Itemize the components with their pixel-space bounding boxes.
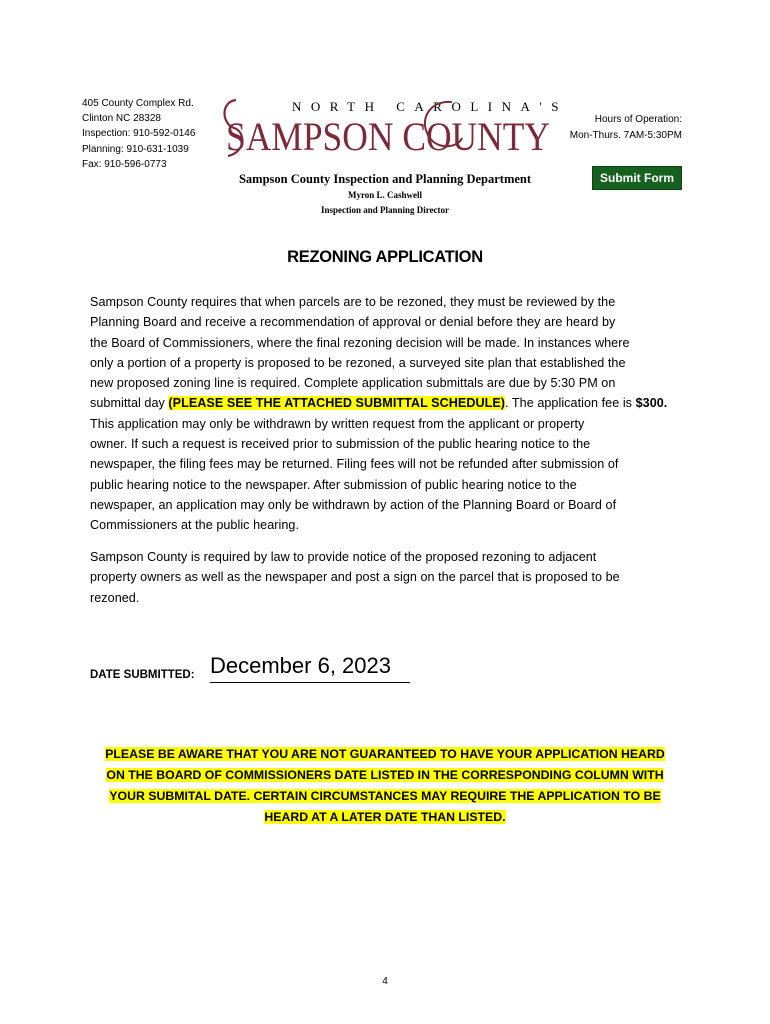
warning-line: PLEASE BE AWARE THAT YOU ARE NOT GUARANTEED TO HAVE YOUR APPLICATION HEARD (105, 747, 665, 761)
page-number: 4 (382, 976, 388, 987)
paragraph-line: Sampson County is required by law to provide notice of the proposed rezoning to adjacent (90, 550, 597, 564)
sampson-county-logo (222, 94, 568, 160)
logo-top-text: NORTH CAROLINA'S (292, 99, 568, 114)
application-fee: $300. (635, 396, 668, 411)
department-name: Sampson County Inspection and Planning Department (238, 172, 532, 186)
paragraph-line: newspaper, the filing fees may be returned. Filing fees will not be refunded after submission of (90, 457, 619, 472)
paragraph-line: new proposed zoning line is required. Complete application submittals are due by 5:30 PM on (90, 376, 616, 391)
warning-line: ON THE BOARD OF COMMISSIONERS DATE LISTED IN THE CORRESPONDING COLUMN WITH (106, 768, 664, 782)
intro-paragraph (90, 292, 690, 536)
address-line-2: Clinton NC 28328 (82, 113, 161, 125)
hours-label: Hours of Operation: (594, 114, 682, 125)
date-submitted-field[interactable]: December 6, 2023 (210, 650, 410, 683)
paragraph-line: Planning Board and receive a recommendation of approval or denial before they are heard by (90, 315, 616, 330)
document-title: REZONING APPLICATION (287, 248, 483, 266)
address-line-1: 405 County Complex Rd. (82, 98, 194, 109)
contact-info (82, 96, 195, 172)
hours-of-operation (548, 112, 682, 143)
inspection-phone: Inspection: 910-592-0146 (82, 128, 196, 140)
fee-intro-text: . The application fee is (505, 396, 636, 411)
warning-line: HEARD AT A LATER DATE THAN LISTED. (264, 810, 506, 824)
paragraph-line: rezoned. (90, 590, 140, 605)
paragraph-line: owner. If such a request is received prior to submission of the public hearing notice to the (90, 437, 591, 452)
paragraph-line: This application may only be withdrawn by written request from the applicant or property (90, 416, 585, 431)
director-name: Myron L. Cashwell (347, 190, 423, 200)
submit-form-button[interactable]: Submit Form (592, 166, 682, 190)
warning-line: YOUR SUBMITAL DATE. CERTAIN CIRCUMSTANCES MAY REQUIRE THE APPLICATION TO BE (109, 789, 661, 803)
submittal-schedule-highlight: (PLEASE SEE THE ATTACHED SUBMITTAL SCHEDULE) (168, 396, 506, 411)
paragraph-line: Sampson County requires that when parcels are to be rezoned, they must be reviewed by the (90, 295, 616, 309)
paragraph-line: newspaper, an application may only be withdrawn by action of the Planning Board or Board of (90, 497, 617, 512)
paragraph-line: only a portion of a property is proposed to be rezoned, a surveyed site plan that established the (90, 355, 626, 370)
planning-phone: Planning: 910-631-1039 (82, 143, 189, 155)
warning-notice (60, 744, 710, 828)
paragraph-line: public hearing notice to the newspaper. After submission of public hearing notice to the (90, 477, 577, 492)
paragraph-line: the Board of Commissioners, where the final rezoning decision will be made. In instances where (90, 335, 630, 350)
hours-value: Mon-Thurs. 7AM-5:30PM (569, 129, 682, 141)
notice-paragraph (90, 547, 690, 608)
paragraph-line-fee (90, 393, 690, 413)
fax-number: Fax: 910-596-0773 (82, 158, 167, 170)
logo-main-text: SAMPSON COUNTY (226, 114, 550, 159)
date-submitted-label: DATE SUBMITTED: (90, 669, 195, 681)
paragraph-line: property owners as well as the newspaper and post a sign on the parcel that is proposed to be (90, 570, 620, 585)
submittal-day-text: submittal day (90, 396, 169, 411)
director-title: Inspection and Planning Director (320, 205, 450, 215)
paragraph-line: Commissioners at the public hearing. (90, 518, 299, 533)
